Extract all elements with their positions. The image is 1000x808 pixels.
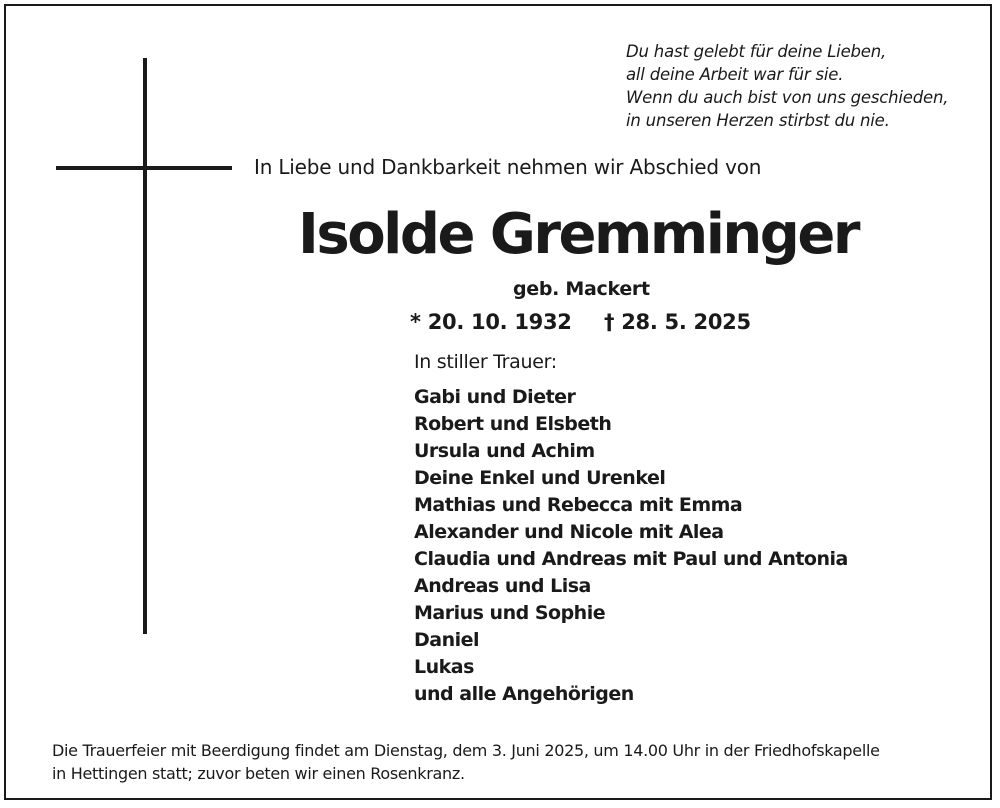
mourners-list: [414, 384, 848, 708]
mourning-label: In stiller Trauer:: [414, 351, 557, 373]
death-date: † 28. 5. 2025: [604, 310, 751, 334]
birth-date: * 20. 10. 1932: [410, 310, 572, 334]
funeral-line: in Hettingen statt; zuvor beten wir einen Rosenkranz.: [52, 764, 465, 783]
mourner: Andreas und Lisa: [414, 575, 591, 597]
poem-line: Du hast gelebt für deine Lieben,: [626, 42, 887, 61]
mourner: Gabi und Dieter: [414, 386, 576, 408]
poem: [626, 40, 948, 132]
cross-horizontal-bar: [56, 166, 232, 170]
mourner: Claudia und Andreas mit Paul und Antonia: [414, 548, 848, 570]
poem-line: Wenn du auch bist von uns geschieden,: [626, 88, 949, 107]
intro-text: In Liebe und Dankbarkeit nehmen wir Abschied von: [254, 155, 762, 179]
poem-line: all deine Arbeit war für sie.: [626, 65, 844, 84]
mourner: Deine Enkel und Urenkel: [414, 467, 666, 489]
mourner: Marius und Sophie: [414, 602, 606, 624]
birth-name: geb. Mackert: [513, 278, 650, 300]
mourner: Ursula und Achim: [414, 440, 595, 462]
poem-line: in unseren Herzen stirbst du nie.: [626, 111, 890, 130]
obituary-frame: [4, 4, 992, 800]
cross-vertical-bar: [143, 58, 147, 634]
mourner: Lukas: [414, 656, 474, 678]
funeral-notice: [52, 739, 972, 785]
mourner: und alle Angehörigen: [414, 683, 634, 705]
mourner: Daniel: [414, 629, 480, 651]
mourner: Alexander und Nicole mit Alea: [414, 521, 724, 543]
mourner: Robert und Elsbeth: [414, 413, 612, 435]
mourner: Mathias und Rebecca mit Emma: [414, 494, 743, 516]
funeral-line: Die Trauerfeier mit Beerdigung findet am Dienstag, dem 3. Juni 2025, um 14.00 Uhr in der Friedhofskapelle: [52, 741, 880, 760]
deceased-name: Isolde Gremminger: [298, 202, 858, 267]
